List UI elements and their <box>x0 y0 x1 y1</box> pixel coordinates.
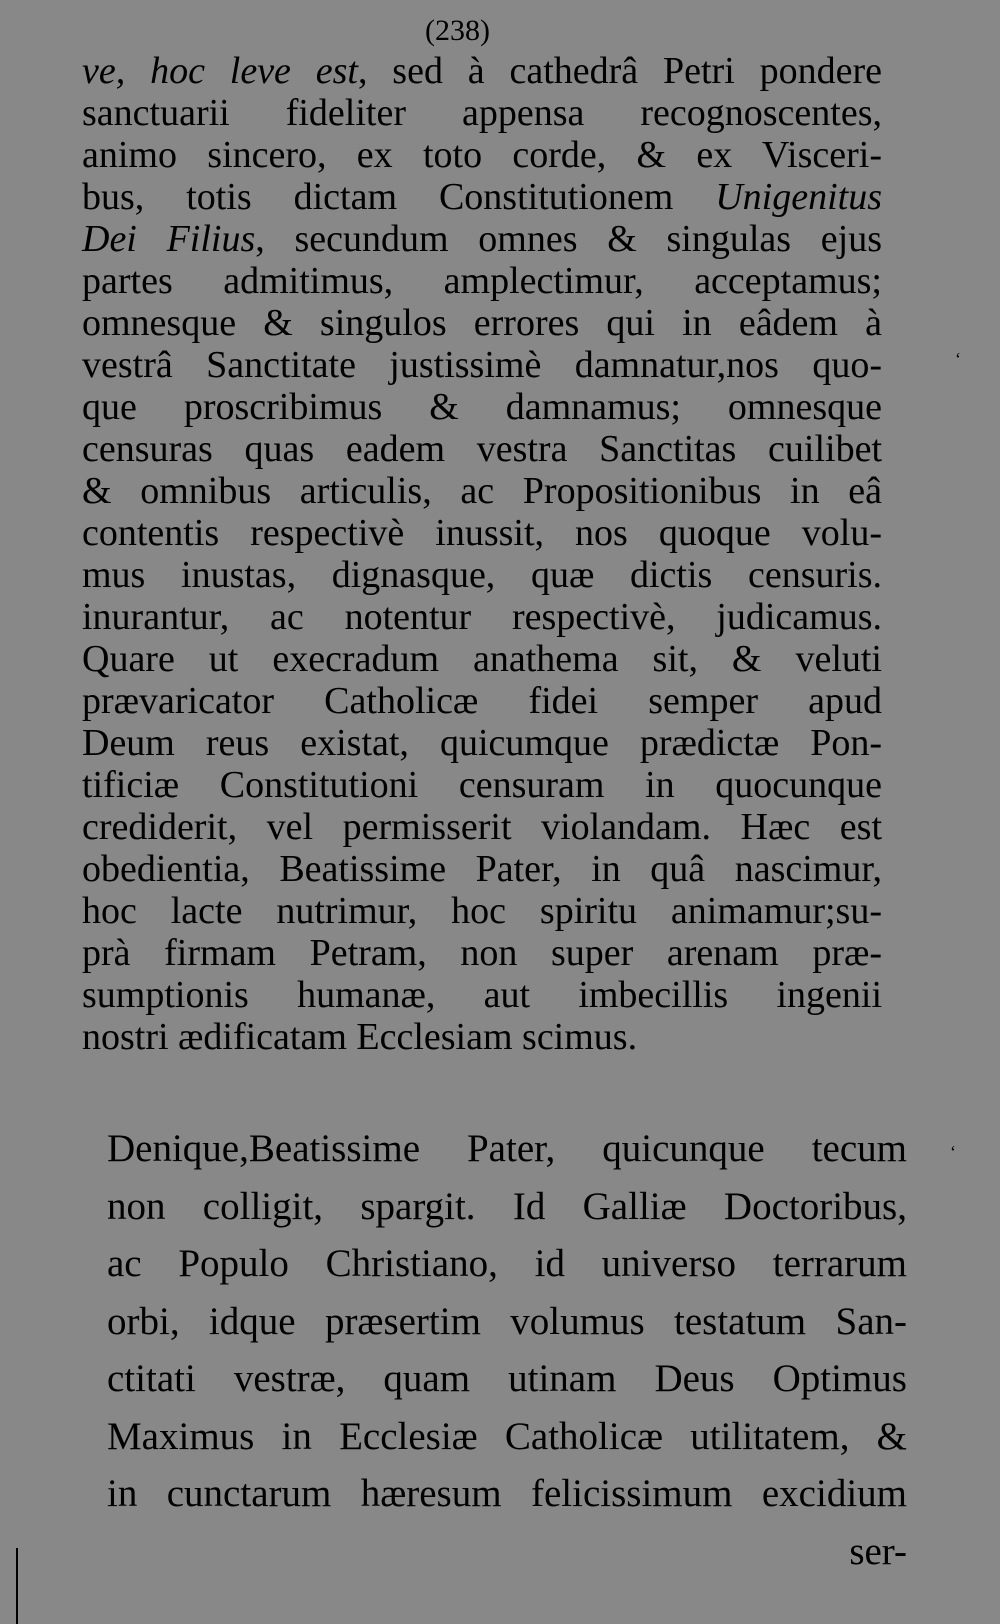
text-line: Maximus in Ecclesiæ Catholicæ utilitatem, & <box>107 1414 907 1458</box>
text-line: prà firmam Petram, non super arenam præ- <box>82 932 882 974</box>
text-line: prævaricator Catholicæ fidei semper apud <box>82 680 882 722</box>
page-number: (238) <box>425 14 490 47</box>
text-line: ac Populo Christiano, id universo terrarum <box>107 1242 907 1285</box>
italic-phrase: ve, hoc leve est <box>82 50 358 92</box>
text-line: in cunctarum hæresum felicissimum excidium <box>107 1472 907 1515</box>
text-line: nostri ædificatam Ecclesiam scimus. <box>82 1016 638 1058</box>
text-line: tificiæ Constitutioni censuram in quocunque <box>82 764 882 806</box>
line-text: , sed à cathedrâ Petri pondere <box>357 50 882 92</box>
text-line <box>82 176 882 218</box>
text-line <box>82 218 882 260</box>
text-line: & omnibus articulis, ac Propositionibus in eâ <box>82 470 882 512</box>
text-line: mus inustas, dignasque, quæ dictis censuris. <box>82 554 882 596</box>
text-line: que proscribimus & damnamus; omnesque <box>82 386 882 428</box>
text-line: crediderit, vel permisserit violandam. Hæc est <box>82 806 882 848</box>
text-line: partes admitimus, amplectimur, acceptamus; <box>82 260 882 302</box>
text-line: Quare ut execradum anathema sit, & veluti <box>82 638 882 680</box>
text-line: inurantur, ac notentur respectivè, judicamus. <box>82 596 882 638</box>
text-line: sanctuarii fideliter appensa recognoscentes, <box>82 92 882 134</box>
text-line: Denique,Beatissime Pater, quicunque tecum <box>107 1127 907 1170</box>
text-line: contentis respectivè inussit, nos quoque volu- <box>82 512 882 554</box>
text-line: vestrâ Sanctitate justissimè damnatur,nos quo- <box>82 344 882 386</box>
text-line: censuras quas eadem vestra Sanctitas cuilibet <box>82 428 882 470</box>
text-line: non colligit, spargit. Id Galliæ Doctoribus, <box>107 1184 907 1228</box>
text-line: animo sincero, ex toto corde, & ex Visceri- <box>82 134 882 176</box>
text-line: hoc lacte nutrimur, hoc spiritu animamur;su- <box>82 890 882 932</box>
paragraph-1 <box>82 50 882 1058</box>
line-text: bus, totis dictam Constitutionem <box>82 176 716 218</box>
paragraph-2 <box>107 1120 907 1580</box>
text-line: ctitati vestræ, quam utinam Deus Optimus <box>107 1357 907 1400</box>
margin-mark: ʻ <box>950 1142 956 1162</box>
italic-phrase: Dei Filius <box>82 218 256 260</box>
text-line: obedientia, Beatissime Pater, in quâ nascimur, <box>82 848 882 890</box>
text-line <box>82 50 882 92</box>
text-line: orbi, idque præsertim volumus testatum San- <box>107 1299 907 1343</box>
italic-phrase: Unigenitus <box>715 176 882 218</box>
catchword: ser- <box>849 1529 907 1573</box>
line-text: , secundum omnes & singulas ejus <box>255 218 882 260</box>
margin-mark: ʻ <box>955 349 961 369</box>
text-line: Deum reus existat, quicumque prædictæ Pon- <box>82 722 882 764</box>
text-line: sumptionis humanæ, aut imbecillis ingenii <box>82 974 882 1016</box>
text-line: omnesque & singulos errores qui in eâdem à <box>82 302 882 344</box>
binding-edge-line <box>16 1548 18 1624</box>
